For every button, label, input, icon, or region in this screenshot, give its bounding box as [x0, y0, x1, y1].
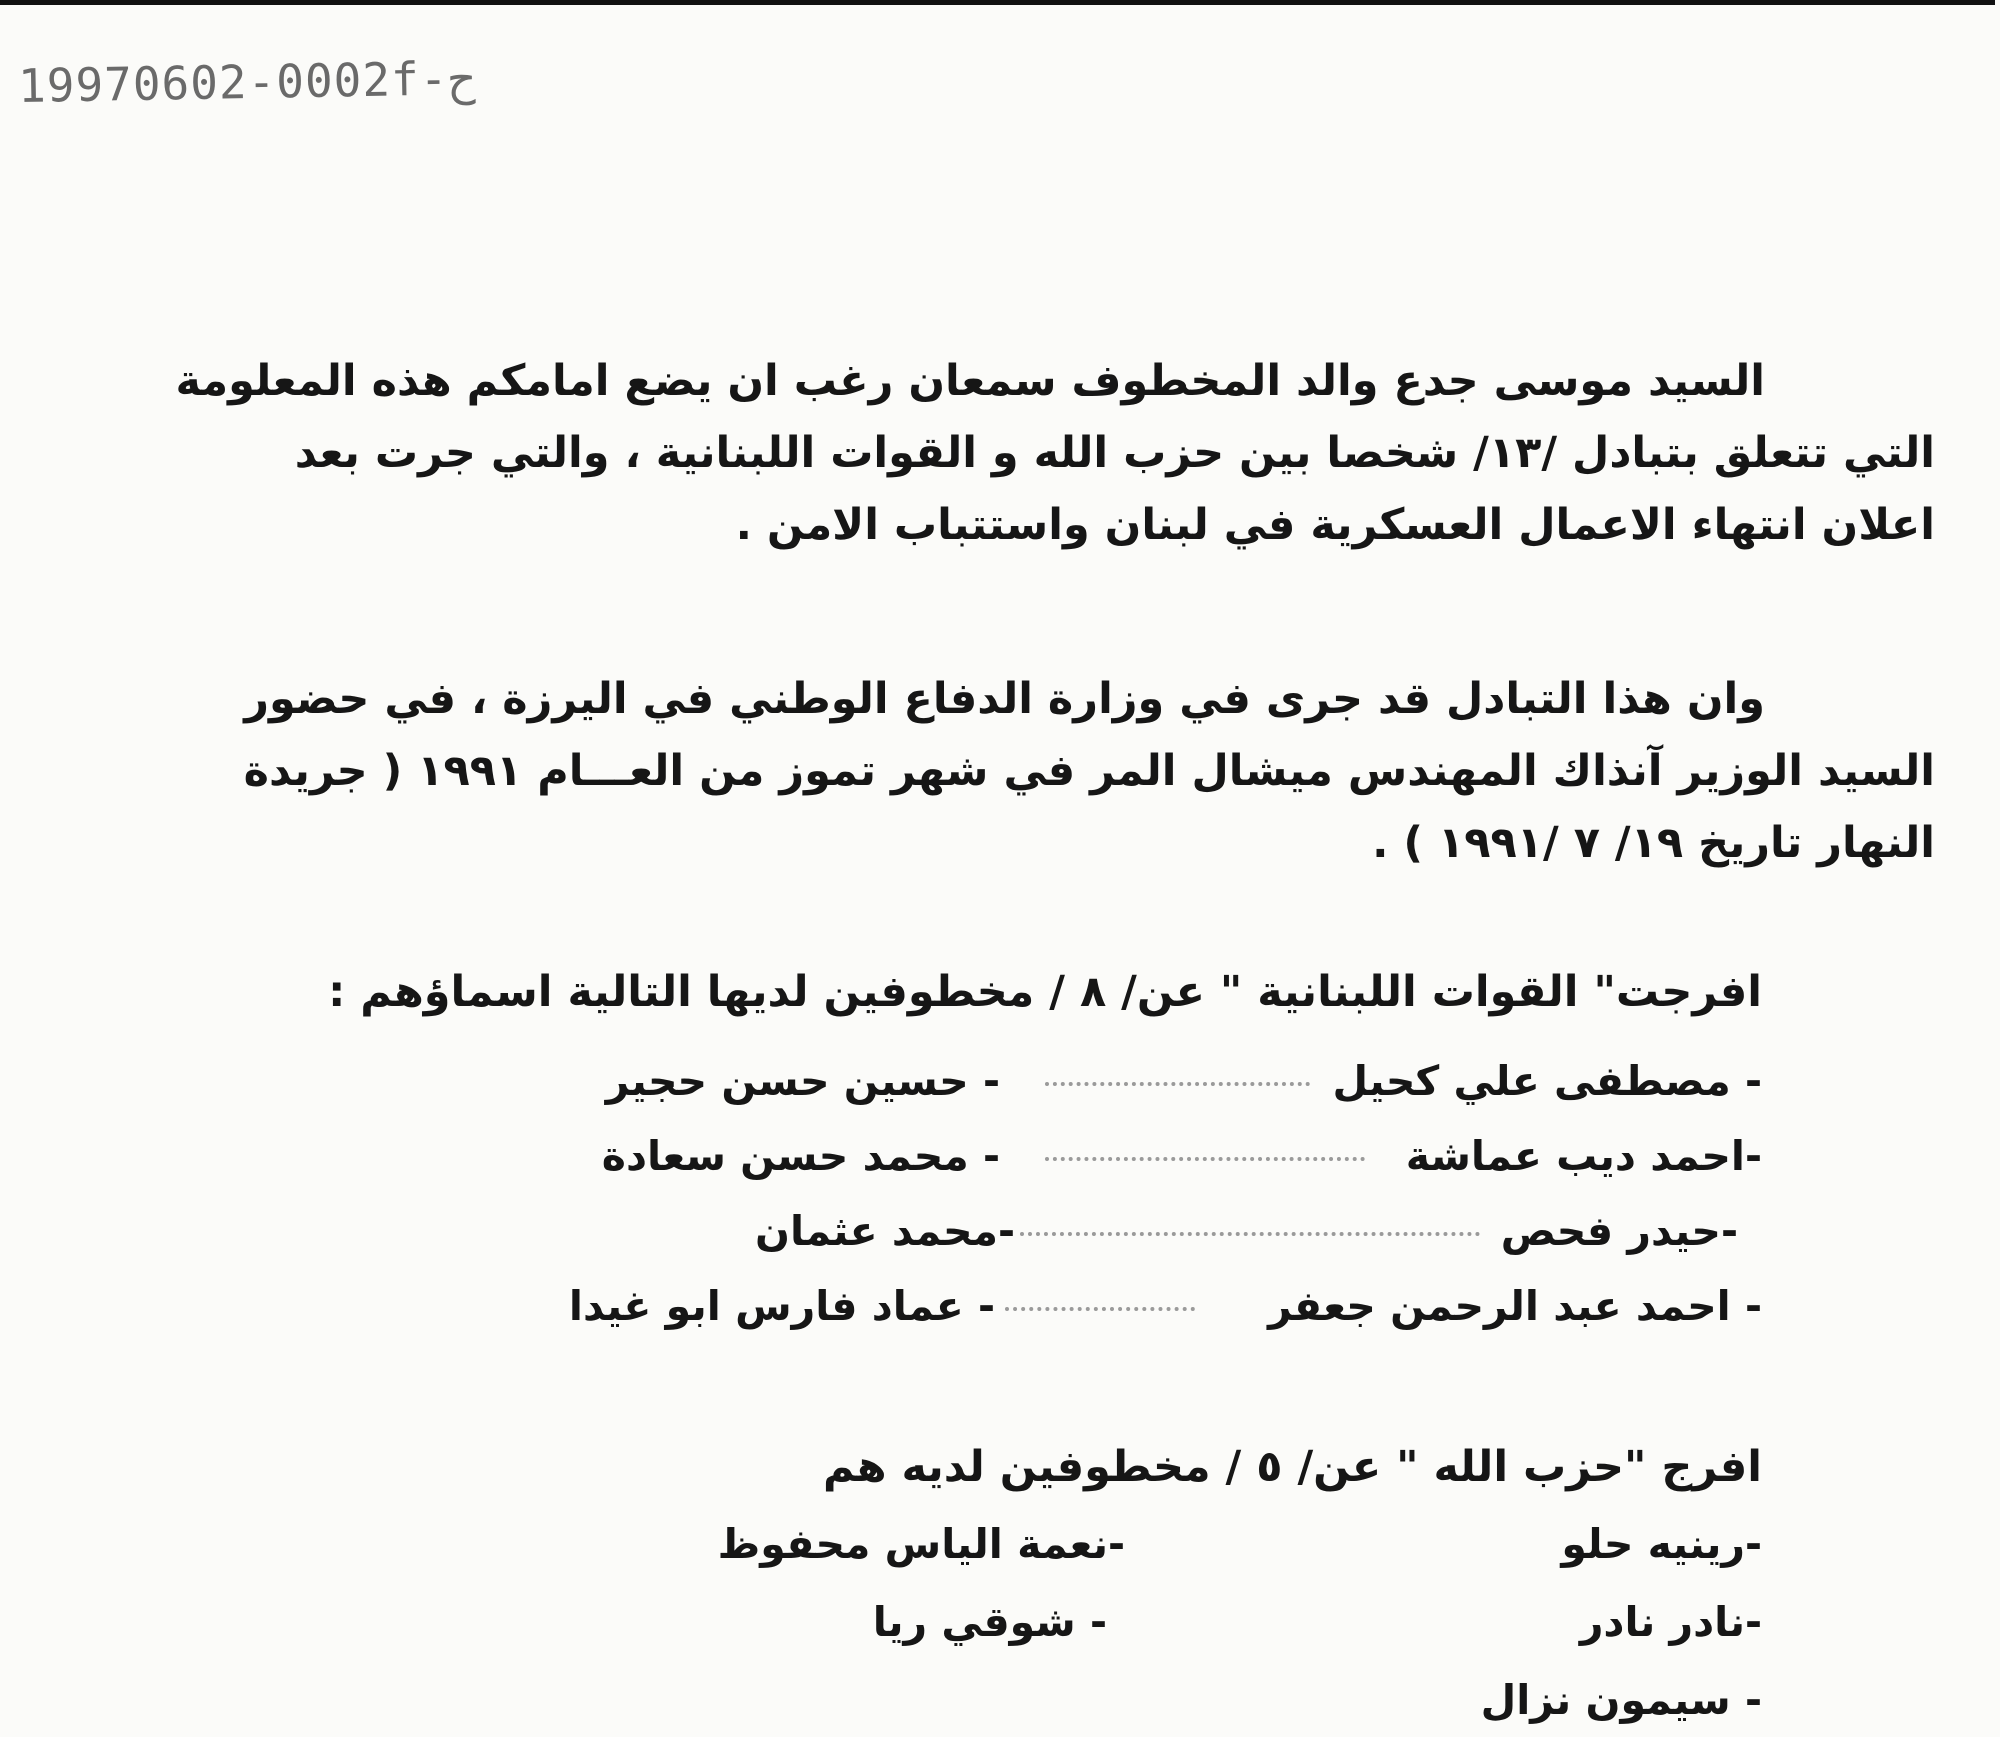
name-list-item: -حيدر فحص — [1500, 1207, 1738, 1255]
name-list-item: - مصطفى علي كحيل — [1332, 1057, 1762, 1105]
paragraph-1-line-3: اعلان انتهاء الاعمال العسكرية في لبنان واستتباب الامن . — [735, 500, 1935, 550]
name-list-item: -احمد ديب عماشة — [1405, 1132, 1762, 1180]
paragraph-2-line-3: النهار تاريخ ١٩/ ٧ /١٩٩١ ) . — [1372, 818, 1935, 868]
paragraph-1 — [105, 345, 1935, 561]
name-list-item: - احمد عبد الرحمن جعفر — [1268, 1282, 1762, 1330]
paragraph-1-line-1: السيد موسى جدع والد المخطوف سمعان رغب ان يضع امامكم هذه المعلومة — [175, 356, 1765, 406]
dotted-leader — [1045, 1157, 1365, 1161]
name-list-item: -نعمة الياس محفوظ — [717, 1520, 1125, 1568]
paragraph-1-line-2: التي تتعلق بتبادل /١٣/ شخصا بين حزب الله و القوات اللبنانية ، والتي جرت بعد — [294, 428, 1935, 478]
paragraph-2-line-2: السيد الوزير آنذاك المهندس ميشال المر في شهر تموز من العـــام ١٩٩١ ( جريدة — [243, 746, 1935, 796]
dotted-leader — [1045, 1082, 1310, 1086]
dotted-leader — [1005, 1307, 1195, 1311]
name-list-item: - سيمون نزال — [1480, 1676, 1762, 1724]
paragraph-2 — [105, 663, 1935, 879]
name-list-item: -نادر نادر — [1579, 1598, 1762, 1646]
name-list-item: -محمد عثمان — [754, 1207, 1015, 1255]
name-list-item: -رينيه حلو — [1561, 1520, 1762, 1568]
name-list-item: - شوقي ريا — [872, 1598, 1107, 1646]
hezbollah-heading: افرج "حزب الله " عن/ ٥ / مخطوفين لديه هم — [823, 1442, 1762, 1492]
handwritten-reference-number: 19970602-0002f-ح — [17, 51, 477, 113]
dotted-leader — [1020, 1232, 1480, 1236]
paragraph-2-line-1: وان هذا التبادل قد جرى في وزارة الدفاع الوطني في اليرزة ، في حضور — [244, 674, 1765, 724]
name-list-item: - حسين حسن حجير — [605, 1057, 1000, 1105]
top-border-line — [0, 0, 1995, 5]
lebanese-forces-heading: افرجت" القوات اللبنانية " عن/ ٨ / مخطوفين لديها التالية اسماؤهم : — [328, 967, 1762, 1017]
name-list-item: - محمد حسن سعادة — [601, 1132, 1000, 1180]
name-list-item: - عماد فارس ابو غيدا — [568, 1282, 995, 1330]
